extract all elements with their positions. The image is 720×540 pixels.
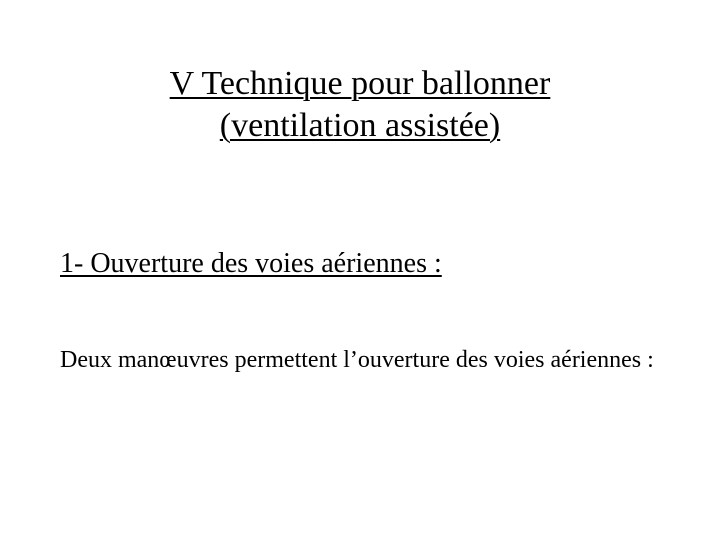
slide-title xyxy=(60,63,660,147)
slide-title-line-1: V Technique pour ballonner xyxy=(169,65,551,102)
section-heading: 1- Ouverture des voies aériennes : xyxy=(60,248,442,279)
body-paragraph: Deux manœuvres permettent l’ouverture des voies aériennes : xyxy=(60,347,654,373)
slide-title-line-2: (ventilation assistée) xyxy=(219,107,501,144)
